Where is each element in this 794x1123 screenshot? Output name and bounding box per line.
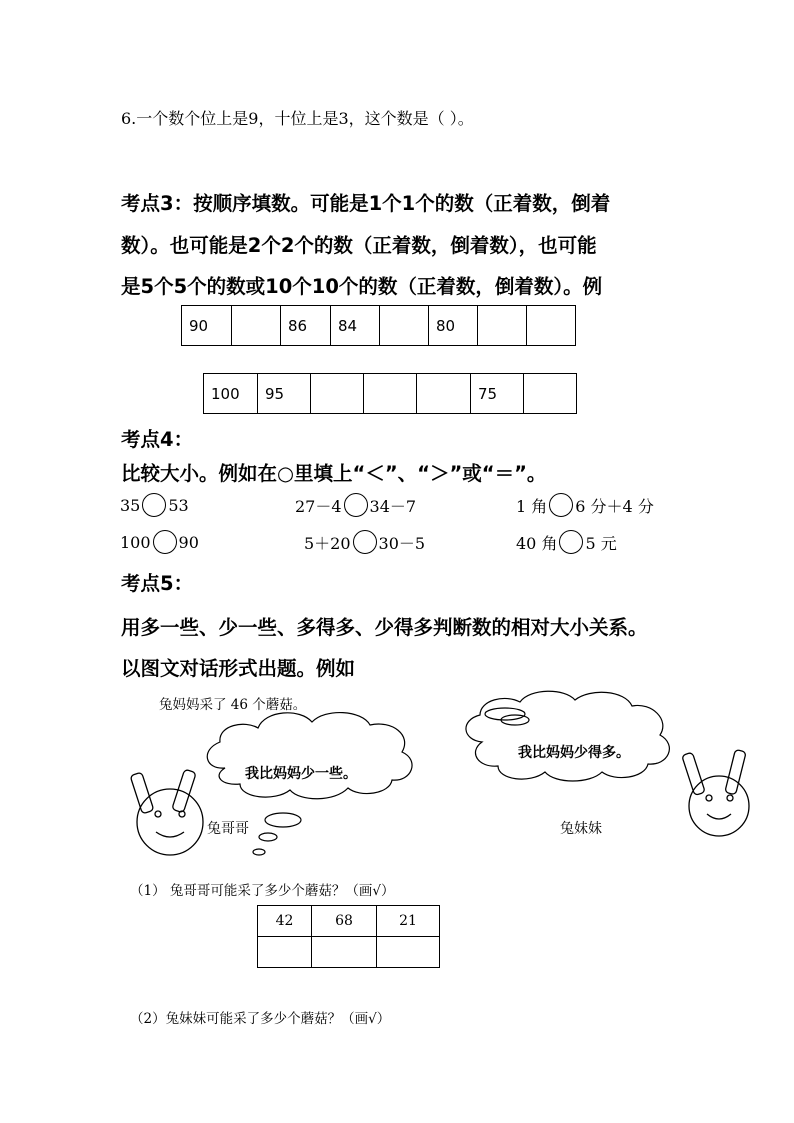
- thought-dot: [265, 813, 301, 827]
- cloud-right: [466, 691, 669, 781]
- compare-circle[interactable]: [549, 493, 573, 517]
- compare-circle[interactable]: [353, 530, 377, 554]
- question-6: 6.一个数个位上是9，十位上是3，这个数是（ ）。: [121, 109, 474, 128]
- answer-option: 42: [258, 906, 312, 937]
- compare-item: [120, 493, 189, 517]
- compare-item: [295, 493, 416, 517]
- bubble-right-text: 我比妈妈少得多。: [518, 745, 630, 761]
- answer-check-cell[interactable]: [377, 937, 440, 968]
- kp5-line2: 以图文对话形式出题。例如: [121, 657, 356, 680]
- seq1-cell: 80: [429, 306, 478, 346]
- seq2-cell: [364, 374, 417, 414]
- seq1-cell: 86: [281, 306, 331, 346]
- seq1-cell: [380, 306, 429, 346]
- seq2-cell: [417, 374, 471, 414]
- answer-option: 68: [312, 906, 377, 937]
- thought-dot: [259, 833, 277, 841]
- compare-right: 90: [178, 532, 199, 552]
- rabbit-illustration: [0, 680, 794, 880]
- seq2-cell: 95: [258, 374, 311, 414]
- answer-check-cell[interactable]: [312, 937, 377, 968]
- compare-item: [516, 493, 654, 517]
- compare-item: [120, 530, 199, 554]
- compare-circle[interactable]: [153, 530, 177, 554]
- compare-circle[interactable]: [344, 493, 368, 517]
- seq1-cell: [478, 306, 527, 346]
- sequence-table-1: [181, 305, 576, 346]
- answer-check-cell[interactable]: [258, 937, 312, 968]
- kp4-title: 考点4：: [121, 428, 194, 451]
- seq2-cell: 75: [471, 374, 524, 414]
- question-2: （2）兔妹妹可能采了多少个蘑菇？（画√）: [130, 1011, 391, 1027]
- compare-right: 30－5: [378, 533, 426, 553]
- compare-left: 27－4: [295, 496, 342, 516]
- rabbit-sister: [682, 749, 749, 836]
- compare-circle[interactable]: [142, 493, 166, 517]
- compare-left: 5＋20: [304, 533, 351, 553]
- question-1: （1） 兔哥哥可能采了多少个蘑菇？（画√）: [130, 883, 395, 899]
- compare-left: 35: [120, 495, 141, 515]
- bubble-left-text: 我比妈妈少一些。: [245, 766, 357, 782]
- answer-option: 21: [377, 906, 440, 937]
- rabbit-brother: [130, 769, 203, 855]
- kp3-line1: 考点3：按顺序填数。可能是1个1个的数（正着数，倒着: [121, 192, 611, 215]
- compare-left: 100: [120, 532, 151, 552]
- sister-label: 兔妹妹: [560, 821, 602, 837]
- compare-right: 53: [168, 495, 189, 515]
- seq1-cell: [527, 306, 576, 346]
- compare-right: 34－7: [369, 496, 417, 516]
- seq1-cell: 90: [182, 306, 232, 346]
- kp3-line3: 是5个5个的数或10个10个的数（正着数，倒着数）。例: [121, 275, 603, 298]
- seq1-cell: [232, 306, 281, 346]
- answer-table: [257, 905, 440, 968]
- compare-right: 6 分＋4 分: [575, 496, 654, 516]
- brother-label: 兔哥哥: [207, 821, 249, 837]
- seq2-cell: 100: [204, 374, 258, 414]
- seq2-cell: [524, 374, 577, 414]
- compare-item: [304, 530, 425, 554]
- compare-circle[interactable]: [559, 530, 583, 554]
- compare-item: [516, 530, 617, 554]
- mom-statement: 兔妈妈采了 46 个蘑菇。: [159, 697, 307, 713]
- kp4-desc: 比较大小。例如在○里填上“＜”、“＞”或“＝”。: [121, 462, 547, 485]
- compare-left: 1 角: [516, 496, 548, 516]
- compare-left: 40 角: [516, 533, 558, 553]
- seq1-cell: 84: [331, 306, 380, 346]
- thought-dot: [485, 708, 525, 720]
- kp3-line2: 数）。也可能是2个2个的数（正着数，倒着数），也可能: [121, 234, 597, 257]
- sequence-table-2: [203, 373, 577, 414]
- cloud-left: [207, 713, 412, 799]
- seq2-cell: [311, 374, 364, 414]
- thought-dot: [253, 849, 265, 855]
- kp5-line1: 用多一些、少一些、多得多、少得多判断数的相对大小关系。: [121, 616, 648, 639]
- compare-right: 5 元: [585, 533, 617, 553]
- kp5-title: 考点5：: [121, 572, 194, 595]
